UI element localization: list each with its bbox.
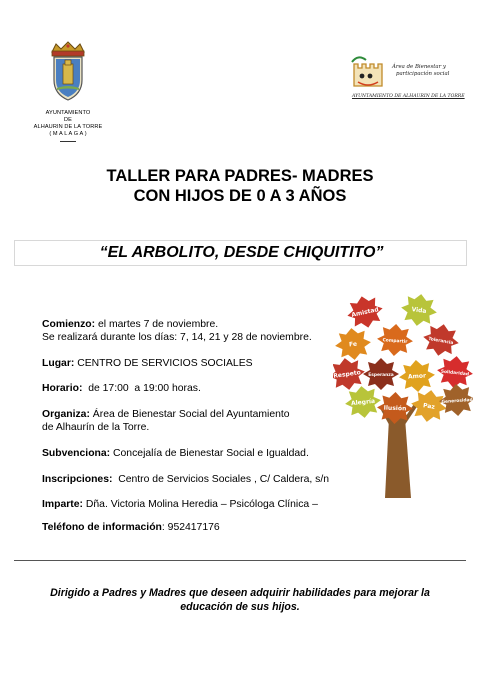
tree-leaves — [333, 294, 473, 425]
tree-leaf — [435, 354, 473, 390]
tree-leaf — [363, 358, 399, 390]
leaf-word: Paz — [422, 402, 436, 411]
workshop-name: “EL ARBOLITO, DESDE CHIQUITITO” — [99, 244, 384, 261]
municipality-line: DE — [64, 117, 72, 123]
inscripciones-label: Inscripciones: — [42, 474, 113, 485]
leaf-word: Solidaridad — [440, 369, 470, 378]
organiza-label: Organiza: — [42, 409, 90, 420]
title-line-2: CON HIJOS DE 0 A 3 AÑOS — [133, 187, 347, 205]
leaf-word: Alegría — [350, 397, 376, 408]
tree-leaf — [409, 388, 449, 425]
info-imparte — [42, 498, 318, 511]
coat-of-arms-icon — [48, 40, 88, 102]
page-title — [0, 166, 480, 206]
subvenciona-label: Subvenciona: — [42, 448, 111, 459]
target-audience-note — [20, 587, 460, 614]
info-organiza-cont: de Alhaurín de la Torre. — [42, 422, 150, 433]
municipality-line: ALHAURIN DE LA TORRE — [33, 124, 103, 130]
info-organiza — [42, 408, 290, 421]
tree-leaf — [438, 383, 473, 417]
info-inscripciones — [42, 473, 329, 486]
logo-script-text — [392, 64, 454, 78]
info-comienzo — [42, 318, 218, 331]
tree-leaf — [420, 321, 461, 359]
leaf-word: Generosidad — [441, 397, 473, 406]
lugar-value: CENTRO DE SERVICIOS SOCIALES — [74, 358, 253, 369]
welfare-area-logo — [346, 52, 465, 108]
leaf-word: Compartir — [382, 338, 408, 345]
footer-divider — [14, 560, 466, 561]
leaf-word: Amor — [407, 372, 427, 381]
imparte-value: Dña. Victoria Molina Heredia – Psicóloga Clínica – — [83, 499, 318, 510]
info-subvenciona — [42, 447, 309, 460]
footer-line-2: educación de sus hijos. — [180, 600, 300, 613]
tree-leaf — [344, 294, 386, 331]
info-telefono — [42, 521, 220, 534]
info-dias: Se realizará durante los días: 7, 14, 21 y 28 de noviembre. — [42, 332, 312, 343]
comienzo-value: el martes 7 de noviembre. — [95, 319, 219, 330]
municipality-line: ( M A L A G A ) — [49, 131, 87, 137]
subvenciona-value: Concejalía de Bienestar Social e Igualdad. — [110, 448, 309, 459]
inscripciones-value: Centro de Servicios Sociales , C/ Caldera, s/n — [112, 474, 330, 485]
logo-script-line: participación social — [396, 71, 450, 77]
logo-script-line: Área de Bienestar y — [392, 64, 446, 70]
horario-value: de 17:00 a 19:00 horas. — [82, 383, 201, 394]
municipality-name — [18, 110, 118, 138]
leaf-word: Ilusión — [383, 404, 407, 413]
info-horario — [42, 382, 201, 395]
lugar-label: Lugar: — [42, 358, 75, 369]
imparte-label: Imparte: — [42, 499, 83, 510]
leaf-word: Tolerancia — [427, 336, 454, 347]
footer-line-1: Dirigido a Padres y Madres que deseen adquirir habilidades para mejorar la — [50, 587, 430, 599]
info-lugar — [42, 357, 253, 370]
title-line-1: TALLER PARA PADRES- MADRES — [106, 167, 374, 185]
tree-leaf — [333, 326, 372, 362]
subtitle-box — [14, 240, 467, 266]
tree-leaf — [376, 323, 414, 357]
tower-logo-icon — [346, 52, 392, 92]
logo-caption: AYUNTAMIENTO DE ALHAURIN DE LA TORRE — [352, 94, 465, 99]
telefono-label: Teléfono de información — [42, 522, 162, 533]
comienzo-label: Comienzo: — [42, 319, 96, 330]
telefono-value: : 952417176 — [161, 522, 220, 533]
leaf-word: Fe — [348, 340, 358, 349]
leaf-word: Vida — [411, 305, 427, 316]
municipal-crest-block — [18, 40, 118, 142]
organiza-value: Área de Bienestar Social del Ayuntamiento — [89, 409, 290, 420]
values-tree-illustration — [333, 294, 473, 500]
leaf-word: Amistad — [350, 306, 380, 319]
tree-leaf — [399, 294, 439, 328]
municipality-line: AYUNTAMIENTO — [45, 110, 91, 116]
leaf-word: Esperanza — [368, 373, 394, 378]
crest-divider — [60, 141, 76, 142]
horario-label: Horario: — [42, 383, 83, 394]
tree-leaf — [398, 359, 436, 393]
leaf-word: Respeto — [333, 369, 362, 380]
